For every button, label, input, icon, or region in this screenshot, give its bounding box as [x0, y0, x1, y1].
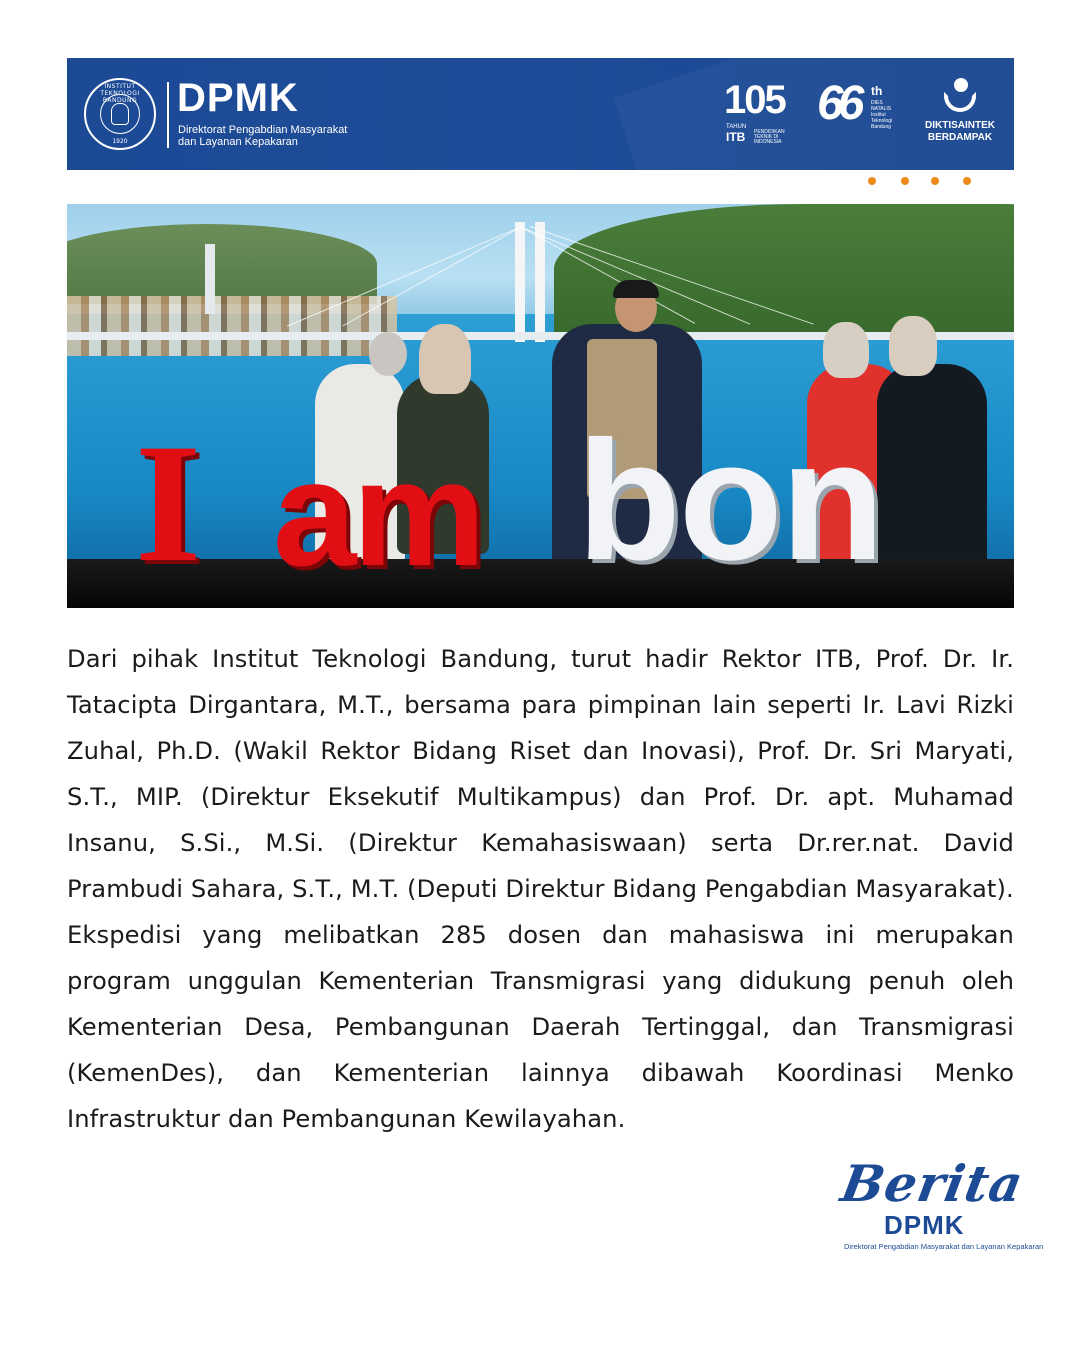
- logo-66-dies: DIES NATALIS Institut Teknologi Bandung: [871, 100, 893, 130]
- article-paragraph-2: Ekspedisi yang melibatkan 285 dosen dan mahasiswa ini merupakan program unggulan Kementerian Transmigrasi yang didukung penuh oleh Kementerian Desa, Pembangunan Daerah Tertinggal, dan Transmigrasi (KemenDes), dan Kementerian lainnya dibawah Koordinasi Menko Infrastruktur dan Pembangunan Kewilayahan.: [67, 921, 1014, 1133]
- dot-icon: [868, 177, 876, 185]
- dot-icon: [963, 177, 971, 185]
- bridge-pylon: [515, 222, 525, 342]
- seal-emblem: [100, 94, 140, 134]
- article-body: [67, 636, 1014, 1142]
- logo-divider: [167, 82, 169, 148]
- dpmk-subtitle-line2: dan Layanan Kepakaran: [178, 136, 298, 148]
- dies-natalis-66-logo: [817, 77, 901, 150]
- logo-105-number: 105: [724, 78, 785, 122]
- bridge-deck: [67, 332, 1014, 340]
- photo-town: [67, 296, 397, 356]
- berita-subtitle: Direktorat Pengabdian Masyarakat dan Layanan Kepakaran: [844, 1242, 1044, 1251]
- sign-letter-i: I: [135, 409, 202, 597]
- berita-script: Berita: [836, 1154, 1029, 1213]
- dot-icon: [931, 177, 939, 185]
- itb-seal-logo: [84, 78, 156, 150]
- logo-66-number: 66: [817, 77, 859, 130]
- diktisaintek-icon: [942, 78, 978, 116]
- logo-105-tahun: TAHUN: [726, 124, 747, 130]
- diktis-line2: BERDAMPAK: [927, 132, 993, 143]
- header-banner: [67, 58, 1014, 170]
- person-5-head: [889, 316, 937, 376]
- seal-text: INSTITUT TEKNOLOGI BANDUNG: [100, 83, 140, 104]
- berita-dpmk-title: DPMK: [884, 1210, 965, 1240]
- sign-letters-am: am: [273, 429, 482, 597]
- logo-66-th: th: [871, 84, 883, 98]
- person-3-cap: [613, 280, 659, 298]
- dpmk-title: DPMK: [177, 76, 299, 120]
- person-1-head: [369, 332, 407, 376]
- logo-105-itb: ITB: [726, 130, 746, 144]
- dpmk-subtitle-line1: Direktorat Pengabdian Masyarakat: [178, 124, 348, 136]
- dot-icon: [901, 177, 909, 185]
- group-photo: [67, 204, 1014, 608]
- photo-hill-left: [67, 224, 377, 304]
- photo-tower: [205, 244, 215, 314]
- sign-letters-bon: bon: [577, 406, 883, 596]
- person-5: [877, 364, 987, 574]
- seal-year: 1920: [112, 138, 128, 145]
- diktisaintek-logo: [915, 78, 1005, 154]
- logo-105-tagline: PENDIDIKAN TEKNIK DI INDONESIA: [754, 129, 785, 145]
- itb-105-logo: [724, 80, 796, 150]
- dpmk-subtitle: [178, 124, 347, 148]
- article-paragraph-1: Dari pihak Institut Teknologi Bandung, turut hadir Rektor ITB, Prof. Dr. Ir. Tatacipta Dirgantara, M.T., bersama para pimpinan lain seperti Ir. Lavi Rizki Zuhal, Ph.D. (Wakil Rektor Bidang Riset dan Inovasi), Prof. Dr. Sri Maryati, S.T., MIP. (Direktur Eksekutif Multikampus) dan Prof. Dr. apt. Muhamad Insanu, S.Si., M.Si. (Direktur Kemahasiswaan) serta Dr.rer.nat. David Prambudi Sahara, S.T., M.T. (Deputi Direktur Bidang Pengabdian Masyarakat).: [67, 645, 1014, 903]
- diktis-line1: DIKTISAINTEK: [925, 120, 995, 131]
- ganesha-icon: [111, 103, 129, 125]
- person-2-head: [419, 324, 471, 394]
- berita-dpmk-logo: [836, 1154, 1044, 1262]
- person-4-head: [823, 322, 869, 378]
